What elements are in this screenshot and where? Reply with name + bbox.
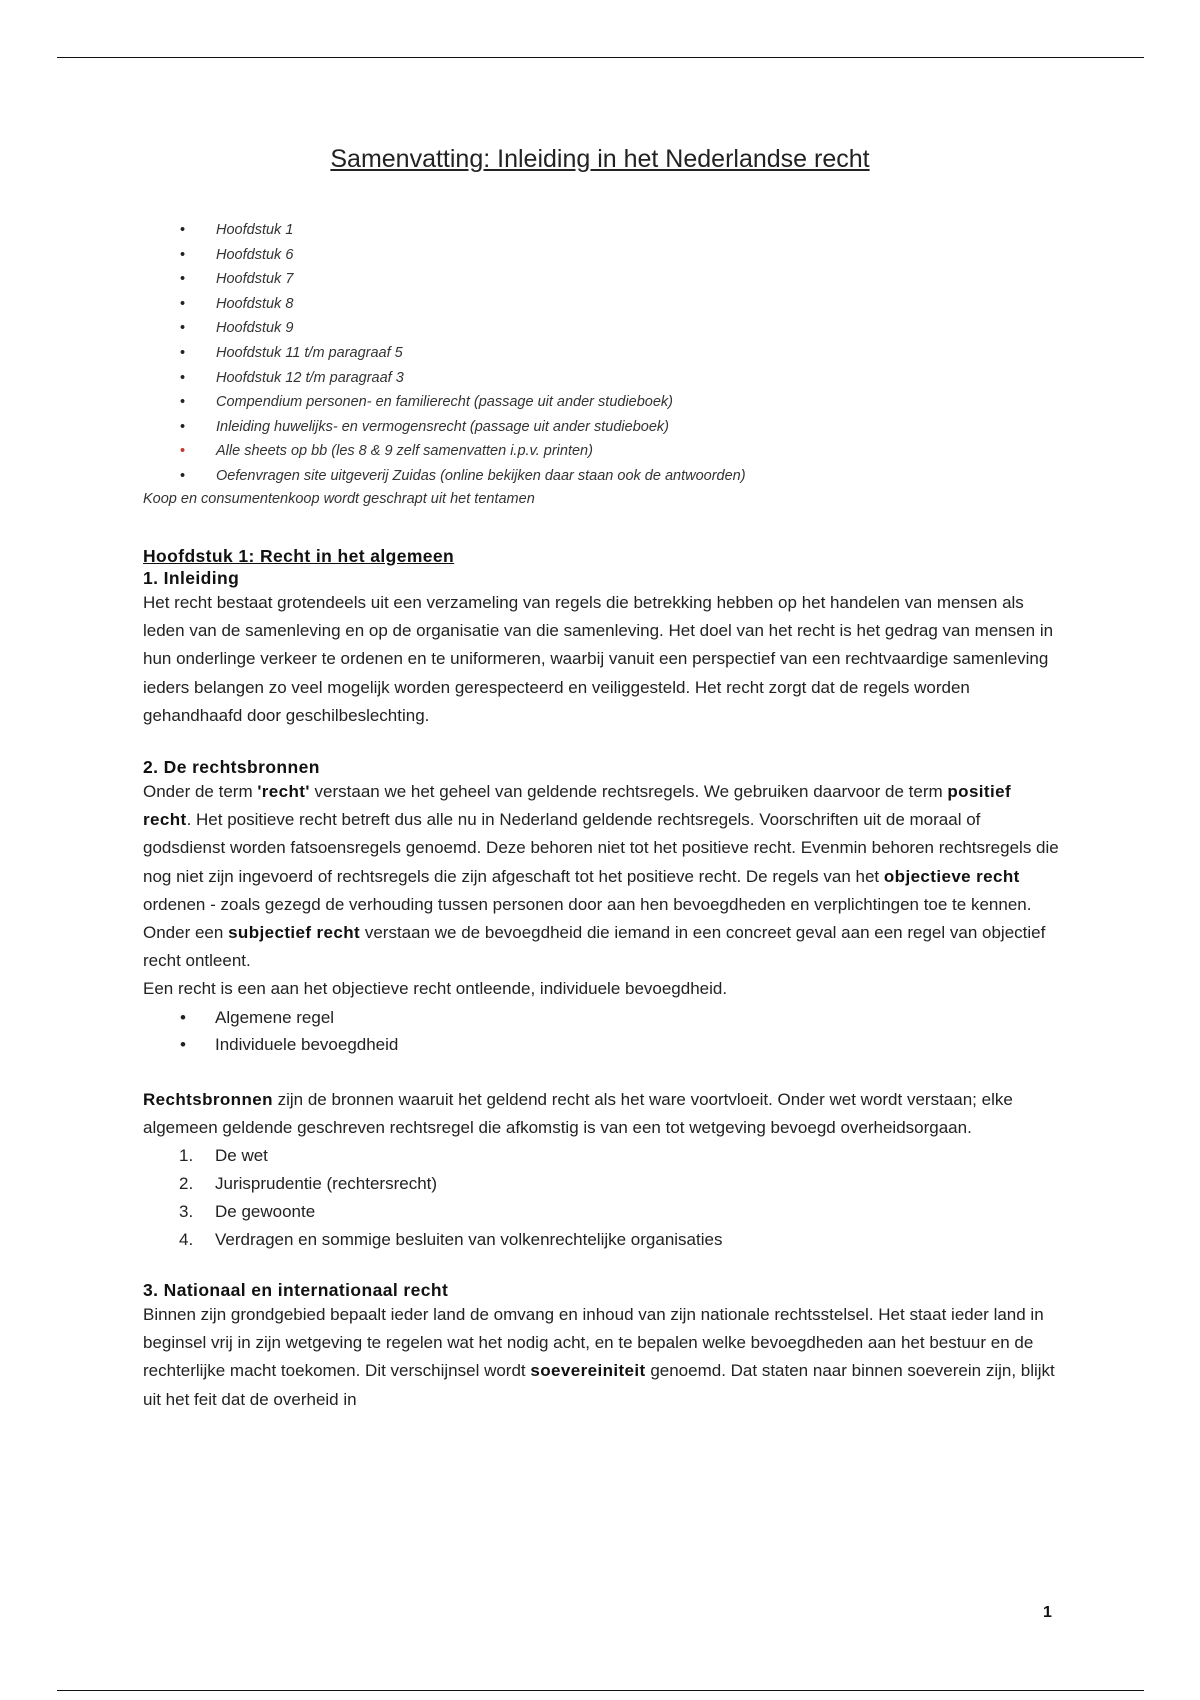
- list-item: [143, 267, 746, 292]
- document-title: Samenvatting: Inleiding in het Nederlandse recht: [330, 145, 870, 173]
- list-item-text: Compendium personen- en familierecht (passage uit ander studieboek): [216, 394, 674, 411]
- bullet-marker: •: [180, 1007, 186, 1027]
- chapter-list: [143, 218, 746, 489]
- list-item-text: Jurisprudentie (rechtersrecht): [215, 1174, 438, 1194]
- list-item-text: Oefenvragen site uitgeverij Zuidas (online bekijken daar staan ook de antwoorden): [216, 467, 746, 484]
- section-heading-rechtsbronnen: 2. De rechtsbronnen: [143, 757, 320, 778]
- list-item-text: Hoofdstuk 6: [216, 246, 294, 263]
- list-item: [143, 390, 746, 415]
- list-item-text: Alle sheets op bb (les 8 & 9 zelf samenvatten i.p.v. printen): [216, 443, 593, 460]
- paragraph-bevoegdheid: Een recht is een aan het objectieve recht ontleende, individuele bevoegdheid.: [143, 979, 728, 999]
- list-item: [143, 243, 746, 268]
- document-body: [143, 546, 1063, 1414]
- list-item: [143, 1170, 1063, 1198]
- bullet-marker: •: [180, 295, 186, 312]
- bullet-marker: •: [180, 467, 186, 484]
- list-item: [143, 1004, 1063, 1031]
- list-item-text: De gewoonte: [215, 1202, 316, 1222]
- bullet-list: [143, 1004, 1063, 1058]
- list-item-text: Hoofdstuk 11 t/m paragraaf 5: [216, 344, 403, 361]
- bullet-marker: •: [180, 394, 186, 411]
- list-item-text: Verdragen en sommige besluiten van volkenrechtelijke organisaties: [215, 1230, 723, 1250]
- list-item: [143, 1142, 1063, 1170]
- exam-note: Koop en consumentenkoop wordt geschrapt uit het tentamen: [143, 491, 535, 507]
- list-number: 4.: [179, 1230, 194, 1250]
- list-item: [143, 1226, 1063, 1254]
- paragraph-recht: Onder de term 'recht' verstaan we het geheel van geldende rechtsregels. We gebruiken daarvoor de term positief recht. Het positieve recht betreft dus alle nu in Nederland geldende rechtsregels. Voorschriften uit de moraal of godsdienst worden fatsoensregels genoemd. Deze behoren niet tot het positieve recht. Evenmin behoren rechtsregels die nog niet zijn ingevoerd of rechtsregels die zijn afgeschaft tot het positieve recht. De regels van het objectieve recht ordenen - zoals gezegd de verhouding tussen personen door aan hen bevoegdheden en verplichtingen toe te kennen. Onder een subjectief recht verstaan we de bevoegdheid die iemand in een concreet geval aan een regel van objectief recht ontleent.: [143, 782, 1059, 971]
- list-item: [143, 292, 746, 317]
- sources-list: [143, 1142, 1063, 1254]
- top-rule: [57, 57, 1144, 58]
- list-item-text: De wet: [215, 1146, 268, 1166]
- list-item: [143, 366, 746, 391]
- list-item: [143, 415, 746, 440]
- section-heading-nationaal: 3. Nationaal en internationaal recht: [143, 1280, 449, 1301]
- list-number: 2.: [179, 1174, 194, 1194]
- bullet-marker: •: [180, 344, 186, 361]
- list-number: 3.: [179, 1202, 194, 1222]
- bullet-marker: •: [180, 320, 186, 337]
- page-number: 1: [1043, 1604, 1052, 1621]
- bullet-marker: •: [180, 1034, 186, 1054]
- list-item: [143, 1031, 1063, 1058]
- list-item-text: Hoofdstuk 9: [216, 320, 294, 337]
- list-item: [143, 1198, 1063, 1226]
- list-item: [143, 341, 746, 366]
- bullet-marker: •: [180, 246, 186, 263]
- paragraph-rechtsbronnen: Rechtsbronnen zijn de bronnen waaruit het geldend recht als het ware voortvloeit. Onder wet wordt verstaan; elke algemeen geldende geschreven rechtsregel die afkomstig is van een tot wetgeving bevoegd overheidsorgaan.: [143, 1089, 1013, 1137]
- list-item: [143, 218, 746, 243]
- list-item-text: Algemene regel: [215, 1007, 335, 1027]
- bullet-marker: •: [180, 443, 186, 460]
- list-item-text: Hoofdstuk 8: [216, 295, 294, 312]
- chapter-heading: Hoofdstuk 1: Recht in het algemeen: [143, 546, 455, 566]
- list-item-text: Inleiding huwelijks- en vermogensrecht (passage uit ander studieboek): [216, 418, 669, 435]
- list-item: [143, 464, 746, 489]
- paragraph-nationaal: Binnen zijn grondgebied bepaalt ieder land de omvang en inhoud van zijn nationale rechtsstelsel. Het staat ieder land in beginsel vrij in zijn wetgeving te regelen wat het nodig acht, en te bepalen welke bevoegdheden aan het bestuur en de rechterlijke macht toekomen. Dit verschijnsel wordt soevereiniteit genoemd. Dat staten naar binnen soeverein zijn, blijkt uit het feit dat de overheid in: [143, 1305, 1055, 1409]
- list-item-text: Hoofdstuk 7: [216, 271, 294, 288]
- list-item-text: Hoofdstuk 12 t/m paragraaf 3: [216, 369, 404, 386]
- list-item: [143, 316, 746, 341]
- list-item: [143, 439, 746, 464]
- bottom-rule: [57, 1690, 1144, 1691]
- list-number: 1.: [179, 1146, 194, 1166]
- bullet-marker: •: [180, 271, 186, 288]
- bullet-marker: •: [180, 222, 186, 238]
- bullet-marker: •: [180, 418, 186, 435]
- section-heading-inleiding: 1. Inleiding: [143, 568, 240, 588]
- list-item-text: Hoofdstuk 1: [216, 222, 294, 238]
- paragraph-inleiding: Het recht bestaat grotendeels uit een verzameling van regels die betrekking hebben op het handelen van mensen als leden van de samenleving en op de organisatie van die samenleving. Het doel van het recht is het gedrag van mensen in hun onderlinge verkeer te ordenen en te uniformeren, waarbij vanuit een perspectief van een rechtvaardige samenleving ieders belangen zo veel mogelijk worden gerespecteerd en veiliggesteld. Het recht zorgt dat de regels worden gehandhaafd door geschilbeslechting.: [143, 593, 1054, 725]
- bullet-marker: •: [180, 369, 186, 386]
- list-item-text: Individuele bevoegdheid: [215, 1034, 399, 1054]
